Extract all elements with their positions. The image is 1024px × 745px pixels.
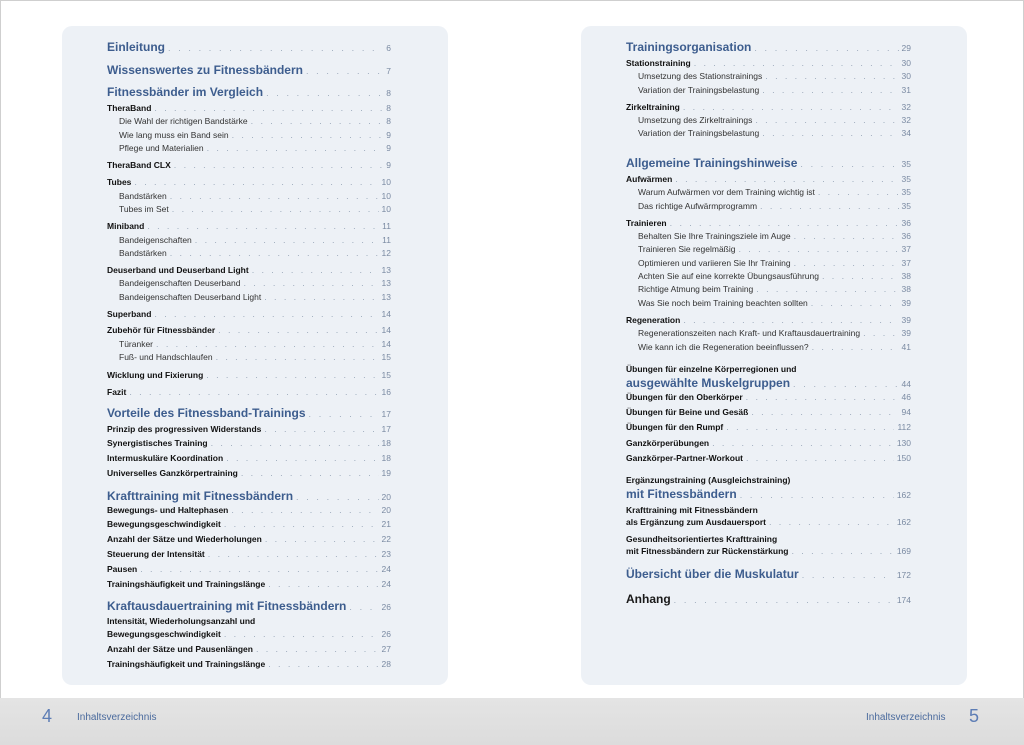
toc-entry-title: Übersicht über die Muskulatur — [626, 567, 799, 581]
toc-entry-title: Prinzip des progressiven Widerstands — [107, 424, 262, 434]
toc-page-number: 39 — [901, 315, 911, 325]
toc-entry-section[interactable] — [626, 315, 911, 325]
toc-entry-section[interactable] — [107, 453, 391, 463]
dot-leader — [712, 438, 894, 448]
toc-page-number: 35 — [901, 201, 911, 211]
toc-page-number: 174 — [896, 595, 911, 605]
toc-entry-title: Bewegungs- und Haltephasen — [107, 505, 229, 515]
dot-leader — [755, 115, 898, 125]
toc-entry-subsection[interactable] — [119, 116, 391, 126]
toc-page-number: 35 — [901, 187, 911, 197]
toc-page-number: 35 — [901, 159, 911, 169]
toc-page-number: 130 — [896, 438, 911, 448]
toc-page-number: 8 — [386, 116, 391, 126]
toc-entry-title-line: Krafttraining mit Fitnessbändern — [626, 505, 758, 515]
toc-page-number: 37 — [901, 258, 911, 268]
toc-entry-subsection[interactable] — [119, 278, 391, 288]
toc-entry-subsection[interactable] — [638, 115, 911, 125]
toc-page-number: 16 — [381, 387, 391, 397]
toc-entry-section[interactable] — [107, 103, 391, 113]
dot-leader — [794, 258, 899, 268]
toc-entry-title: Bewegungsgeschwindigkeit — [107, 519, 221, 529]
toc-entry-section[interactable] — [107, 325, 391, 335]
toc-page-number: 6 — [386, 43, 391, 53]
toc-entry-title: Intermuskuläre Koordination — [107, 453, 224, 463]
dot-leader — [306, 66, 383, 76]
toc-entry-title: Anzahl der Sätze und Pausenlängen — [107, 644, 253, 654]
toc-entry-subsection[interactable] — [638, 298, 911, 308]
toc-entry-section[interactable] — [107, 564, 391, 574]
toc-page-number: 27 — [381, 644, 391, 654]
toc-entry-chapter[interactable] — [107, 489, 391, 503]
toc-entry-subsection[interactable] — [119, 130, 391, 140]
toc-entry-title: Übungen für den Rumpf — [626, 422, 724, 432]
toc-entry-section[interactable] — [107, 177, 391, 187]
toc-page-number: 32 — [901, 102, 911, 112]
toc-entry-title: Deuserband und Deuserband Light — [107, 265, 249, 275]
dot-leader — [241, 468, 379, 478]
dot-leader — [147, 221, 379, 231]
dot-leader — [156, 339, 379, 349]
dot-leader — [218, 325, 378, 335]
dot-leader — [738, 244, 898, 254]
toc-entry-title-line: Gesundheitsorientiertes Krafttraining — [626, 534, 778, 544]
dot-leader — [760, 201, 898, 211]
toc-entry-title: Übungen für Beine und Gesäß — [626, 407, 749, 417]
toc-entry-title: Türanker — [119, 339, 154, 349]
toc-entry-title: Krafttraining mit Fitnessbändern — [107, 489, 294, 503]
toc-entry-title: Was Sie noch beim Training beachten sollten — [638, 298, 808, 308]
toc-page-number: 23 — [381, 549, 391, 559]
toc-entry-section[interactable] — [107, 309, 391, 319]
toc-entry-title: Umsetzung des Zirkeltrainings — [638, 115, 753, 125]
dot-leader — [349, 602, 378, 612]
toc-page-number: 12 — [381, 248, 391, 258]
toc-entry-subsection[interactable] — [638, 342, 911, 352]
toc-entry-subsection[interactable] — [119, 204, 391, 214]
left-running-footer: Inhaltsverzeichnis — [77, 712, 157, 723]
toc-entry-section[interactable] — [107, 438, 391, 448]
toc-page-number: 28 — [381, 659, 391, 669]
dot-leader — [818, 187, 899, 197]
toc-page-number: 20 — [381, 492, 391, 502]
dot-leader — [170, 248, 379, 258]
left-page-number: 4 — [42, 706, 53, 726]
toc-entry-subsection[interactable] — [638, 328, 911, 338]
toc-entry-title: Achten Sie auf eine korrekte Übungsausführung — [638, 271, 819, 281]
toc-page-number: 8 — [386, 88, 391, 98]
dot-leader — [754, 43, 898, 53]
toc-entry-title: Zubehör für Fitnessbänder — [107, 325, 216, 335]
dot-leader — [811, 298, 899, 308]
toc-entry-section[interactable] — [107, 505, 391, 515]
toc-entry-title: Ganzkörper-Partner-Workout — [626, 453, 743, 463]
toc-entry-chapter[interactable] — [107, 406, 391, 420]
toc-entry-section[interactable] — [626, 58, 911, 68]
toc-entry-section[interactable] — [626, 422, 911, 432]
toc-page-number: 162 — [896, 490, 911, 500]
toc-page-number: 172 — [896, 570, 911, 580]
toc-entry-title: Fitnessbänder im Vergleich — [107, 85, 264, 99]
toc-page-number: 13 — [381, 278, 391, 288]
toc-entry-title: Kraftausdauertraining mit Fitnessbändern — [107, 599, 347, 613]
toc-chapter-title-line: Übungen für einzelne Körperregionen und — [626, 364, 797, 374]
dot-leader — [863, 328, 898, 338]
dot-leader — [756, 284, 898, 294]
dot-leader — [266, 88, 383, 98]
toc-page-number: 29 — [901, 43, 911, 53]
toc-entry-section[interactable] — [107, 644, 391, 654]
toc-page-number: 112 — [897, 422, 911, 432]
toc-entry-section[interactable] — [626, 453, 911, 463]
toc-page-number: 30 — [901, 58, 911, 68]
dot-leader — [683, 315, 898, 325]
toc-entry-subsection[interactable] — [119, 352, 391, 362]
dot-leader — [251, 116, 384, 126]
toc-entry-title: Trainingshäufigkeit und Trainingslänge — [107, 659, 266, 669]
toc-page-number: 38 — [901, 271, 911, 281]
dot-leader — [232, 130, 384, 140]
dot-leader — [154, 309, 378, 319]
dot-leader — [140, 564, 378, 574]
dot-leader — [800, 159, 898, 169]
dot-leader — [683, 102, 899, 112]
toc-entry-section[interactable] — [107, 424, 391, 434]
toc-entry-chapter[interactable] — [107, 599, 391, 613]
toc-entry-section[interactable] — [107, 629, 391, 639]
toc-page-number: 19 — [381, 468, 391, 478]
toc-entry-title: als Ergänzung zum Ausdauersport — [626, 517, 766, 527]
toc-entry-title: Regeneration — [626, 315, 681, 325]
toc-page-number: 21 — [381, 519, 391, 529]
dot-leader — [129, 387, 378, 397]
dot-leader — [224, 519, 379, 529]
dot-leader — [231, 505, 378, 515]
toc-entry-title: Superband — [107, 309, 152, 319]
toc-entry-title: Fuß- und Handschlaufen — [119, 352, 213, 362]
toc-entry-section[interactable] — [107, 468, 391, 478]
dot-leader — [296, 492, 379, 502]
toc-entry-section[interactable] — [107, 659, 391, 669]
toc-entry-chapter[interactable] — [626, 376, 911, 390]
toc-page-number: 26 — [381, 602, 391, 612]
toc-entry-title: Zirkeltraining — [626, 102, 680, 112]
toc-page-number: 9 — [386, 160, 391, 170]
dot-leader — [769, 517, 894, 527]
toc-page-number: 26 — [381, 629, 391, 639]
toc-entry-title: Behalten Sie Ihre Trainingsziele im Auge — [638, 231, 791, 241]
dot-leader — [822, 271, 899, 281]
toc-entry-title-line: Intensität, Wiederholungsanzahl und — [107, 616, 256, 626]
toc-page-number: 15 — [381, 352, 391, 362]
toc-page-number: 36 — [901, 218, 911, 228]
toc-page-number: 14 — [381, 325, 391, 335]
toc-entry-subsection[interactable] — [119, 248, 391, 258]
toc-entry-title: Steuerung der Intensität — [107, 549, 205, 559]
dot-leader — [674, 595, 894, 605]
dot-leader — [675, 174, 898, 184]
dot-leader — [243, 278, 378, 288]
toc-entry-title: Bandstärken — [119, 191, 167, 201]
toc-page-number: 9 — [386, 143, 391, 153]
toc-entry-title: Tubes im Set — [119, 204, 169, 214]
toc-entry-title: Einleitung — [107, 40, 165, 54]
toc-page-number: 9 — [386, 130, 391, 140]
toc-entry-title: Stationstraining — [626, 58, 691, 68]
dot-leader — [751, 407, 898, 417]
dot-leader — [268, 659, 378, 669]
toc-entry-title: Trainingsorganisation — [626, 40, 752, 54]
toc-entry-subsection[interactable] — [119, 292, 391, 302]
toc-page-number: 31 — [901, 85, 911, 95]
toc-entry-title: Wie kann ich die Regeneration beeinflussen? — [638, 342, 809, 352]
dot-leader — [802, 570, 894, 580]
right-running-footer: Inhaltsverzeichnis — [866, 712, 946, 723]
toc-entry-title: Anhang — [626, 592, 671, 606]
toc-entry-title: Die Wahl der richtigen Bandstärke — [119, 116, 248, 126]
dot-leader — [746, 453, 894, 463]
toc-page-number: 162 — [896, 517, 911, 527]
toc-entry-subsection[interactable] — [638, 271, 911, 281]
toc-page-number: 41 — [901, 342, 911, 352]
toc-entry-section[interactable] — [626, 517, 911, 527]
toc-page-number: 7 — [386, 66, 391, 76]
toc-entry-subsection[interactable] — [119, 143, 391, 153]
dot-leader — [264, 424, 378, 434]
toc-entry-title: Bandstärken — [119, 248, 167, 258]
toc-entry-chapter[interactable] — [107, 63, 391, 77]
toc-page-number: 10 — [381, 177, 391, 187]
dot-leader — [264, 292, 378, 302]
dot-leader — [224, 629, 379, 639]
toc-entry-title: Pflege und Materialien — [119, 143, 204, 153]
toc-entry-title: Optimieren und variieren Sie Ihr Training — [638, 258, 791, 268]
toc-entry-section[interactable] — [107, 221, 391, 231]
toc-entry-title: Bandeigenschaften Deuserband Light — [119, 292, 262, 302]
toc-page-number: 24 — [381, 564, 391, 574]
toc-entry-title: mit Fitnessbändern zur Rückenstärkung — [626, 546, 789, 556]
toc-page-number: 13 — [381, 265, 391, 275]
toc-page-number: 35 — [901, 174, 911, 184]
toc-entry-title: Bandeigenschaften — [119, 235, 192, 245]
dot-leader — [694, 58, 899, 68]
toc-page-number: 34 — [901, 128, 911, 138]
dot-leader — [207, 143, 384, 153]
dot-leader — [765, 71, 898, 81]
toc-entry-title: Das richtige Aufwärmprogramm — [638, 201, 758, 211]
dot-leader — [309, 409, 379, 419]
toc-entry-section[interactable] — [626, 546, 911, 556]
toc-page-number: 38 — [901, 284, 911, 294]
toc-entry-section[interactable] — [626, 174, 911, 184]
toc-entry-title: TheraBand — [107, 103, 152, 113]
toc-page-number: 14 — [381, 339, 391, 349]
toc-entry-title: Variation der Trainingsbelastung — [638, 85, 760, 95]
toc-entry-chapter[interactable] — [626, 40, 911, 54]
toc-entry-title: Trainingshäufigkeit und Trainingslänge — [107, 579, 266, 589]
toc-page-number: 10 — [381, 191, 391, 201]
toc-entry-section[interactable] — [107, 534, 391, 544]
right-page-number: 5 — [969, 706, 980, 726]
toc-entry-subsection[interactable] — [638, 201, 911, 211]
dot-leader — [740, 490, 894, 500]
dot-leader — [794, 231, 899, 241]
toc-entry-chapter[interactable] — [107, 85, 391, 99]
toc-page-number: 94 — [901, 407, 911, 417]
toc-page-number: 44 — [901, 379, 911, 389]
toc-entry-subsection[interactable] — [638, 128, 911, 138]
toc-entry-title: Übungen für den Oberkörper — [626, 392, 743, 402]
toc-entry-subsection[interactable] — [638, 85, 911, 95]
toc-entry-title: Tubes — [107, 177, 132, 187]
toc-page-number: 10 — [381, 204, 391, 214]
toc-entry-section[interactable] — [107, 519, 391, 529]
dot-leader — [268, 579, 378, 589]
toc-entry-subsection[interactable] — [638, 231, 911, 241]
dot-leader — [170, 191, 379, 201]
toc-entry-title: Wissenswertes zu Fitnessbändern — [107, 63, 303, 77]
toc-page-number: 37 — [901, 244, 911, 254]
toc-page-number: 39 — [901, 328, 911, 338]
toc-entry-title: Ganzkörperübungen — [626, 438, 710, 448]
toc-page-number: 11 — [382, 221, 391, 231]
toc-entry-title: Wicklung und Fixierung — [107, 370, 204, 380]
dot-leader — [265, 534, 379, 544]
toc-entry-title: Variation der Trainingsbelastung — [638, 128, 760, 138]
toc-entry-title: ausgewählte Muskelgruppen — [626, 376, 791, 390]
dot-leader — [746, 392, 899, 402]
toc-entry-title: Trainieren — [626, 218, 667, 228]
toc-entry-chapter[interactable] — [626, 156, 911, 170]
toc-entry-subsection[interactable] — [638, 284, 911, 294]
dot-leader — [812, 342, 899, 352]
toc-page-number: 15 — [381, 370, 391, 380]
toc-entry-title: Wie lang muss ein Band sein — [119, 130, 229, 140]
toc-entry-title: Vorteile des Fitnessband-Trainings — [107, 406, 306, 420]
toc-page-number: 39 — [901, 298, 911, 308]
dot-leader — [172, 204, 379, 214]
toc-entry-title: TheraBand CLX — [107, 160, 171, 170]
dot-leader — [206, 370, 378, 380]
dot-leader — [208, 549, 379, 559]
dot-leader — [762, 85, 898, 95]
dot-leader — [211, 438, 379, 448]
toc-entry-title: Trainieren Sie regelmäßig — [638, 244, 736, 254]
toc-entry-section[interactable] — [107, 370, 391, 380]
dot-leader — [762, 128, 898, 138]
toc-page-number: 14 — [381, 309, 391, 319]
dot-leader — [670, 218, 899, 228]
toc-entry-title: Warum Aufwärmen vor dem Training wichtig ist — [638, 187, 815, 197]
toc-entry-section[interactable] — [626, 392, 911, 402]
toc-entry-chapter[interactable] — [626, 592, 911, 606]
toc-page-number: 32 — [901, 115, 911, 125]
toc-page-number: 36 — [901, 231, 911, 241]
dot-leader — [154, 103, 383, 113]
toc-entry-subsection[interactable] — [119, 339, 391, 349]
toc-page-number: 17 — [381, 424, 391, 434]
toc-entry-subsection[interactable] — [119, 191, 391, 201]
toc-entry-chapter[interactable] — [107, 40, 391, 54]
dot-leader — [168, 43, 383, 53]
dot-leader — [791, 546, 893, 556]
dot-leader — [252, 265, 379, 275]
dot-leader — [174, 160, 384, 170]
dot-leader — [793, 379, 898, 389]
toc-entry-title: Regenerationszeiten nach Kraft- und Kraftausdauertraining — [638, 328, 861, 338]
toc-page-number: 169 — [896, 546, 911, 556]
toc-entry-subsection[interactable] — [638, 71, 911, 81]
dot-leader — [134, 177, 378, 187]
dot-leader — [226, 453, 378, 463]
toc-entry-subsection[interactable] — [119, 235, 391, 245]
toc-page-number: 17 — [381, 409, 391, 419]
toc-page-number: 18 — [381, 453, 391, 463]
toc-chapter-title-line: Ergänzungstraining (Ausgleichstraining) — [626, 475, 791, 485]
toc-entry-title: Fazit — [107, 387, 127, 397]
dot-leader — [256, 644, 379, 654]
toc-entry-section[interactable] — [107, 387, 391, 397]
toc-entry-subsection[interactable] — [638, 187, 911, 197]
toc-page-number: 22 — [381, 534, 391, 544]
toc-page-number: 30 — [901, 71, 911, 81]
toc-page-number: 24 — [381, 579, 391, 589]
toc-entry-section[interactable] — [107, 265, 391, 275]
toc-entry-title: Bandeigenschaften Deuserband — [119, 278, 241, 288]
toc-entry-title: Universelles Ganzkörpertraining — [107, 468, 238, 478]
toc-entry-chapter[interactable] — [626, 567, 911, 581]
toc-entry-title: Umsetzung des Stationstrainings — [638, 71, 763, 81]
toc-page-number: 11 — [382, 235, 391, 245]
toc-page-number: 18 — [381, 438, 391, 448]
toc-entry-section[interactable] — [626, 218, 911, 228]
toc-entry-section[interactable] — [626, 407, 911, 417]
toc-entry-title: Bewegungsgeschwindigkeit — [107, 629, 221, 639]
toc-page-number: 20 — [381, 505, 391, 515]
toc-entry-title: Aufwärmen — [626, 174, 673, 184]
toc-entry-section[interactable] — [107, 549, 391, 559]
toc-entry-chapter[interactable] — [626, 487, 911, 501]
toc-entry-section[interactable] — [626, 102, 911, 112]
toc-entry-title: Pausen — [107, 564, 138, 574]
toc-entry-title: Richtige Atmung beim Training — [638, 284, 754, 294]
toc-entry-subsection[interactable] — [638, 258, 911, 268]
toc-page-number: 8 — [386, 103, 391, 113]
toc-entry-title: Allgemeine Trainingshinweise — [626, 156, 798, 170]
toc-page-number: 150 — [896, 453, 911, 463]
toc-entry-section[interactable] — [107, 160, 391, 170]
toc-entry-subsection[interactable] — [638, 244, 911, 254]
toc-page-number: 13 — [381, 292, 391, 302]
toc-entry-title: Synergistisches Training — [107, 438, 208, 448]
toc-entry-title: mit Fitnessbändern — [626, 487, 737, 501]
toc-entry-section[interactable] — [107, 579, 391, 589]
toc-entry-title: Miniband — [107, 221, 145, 231]
toc-entry-title: Anzahl der Sätze und Wiederholungen — [107, 534, 262, 544]
toc-page-number: 46 — [901, 392, 911, 402]
dot-leader — [216, 352, 379, 362]
toc-entry-section[interactable] — [626, 438, 911, 448]
dot-leader — [726, 422, 894, 432]
dot-leader — [195, 235, 379, 245]
